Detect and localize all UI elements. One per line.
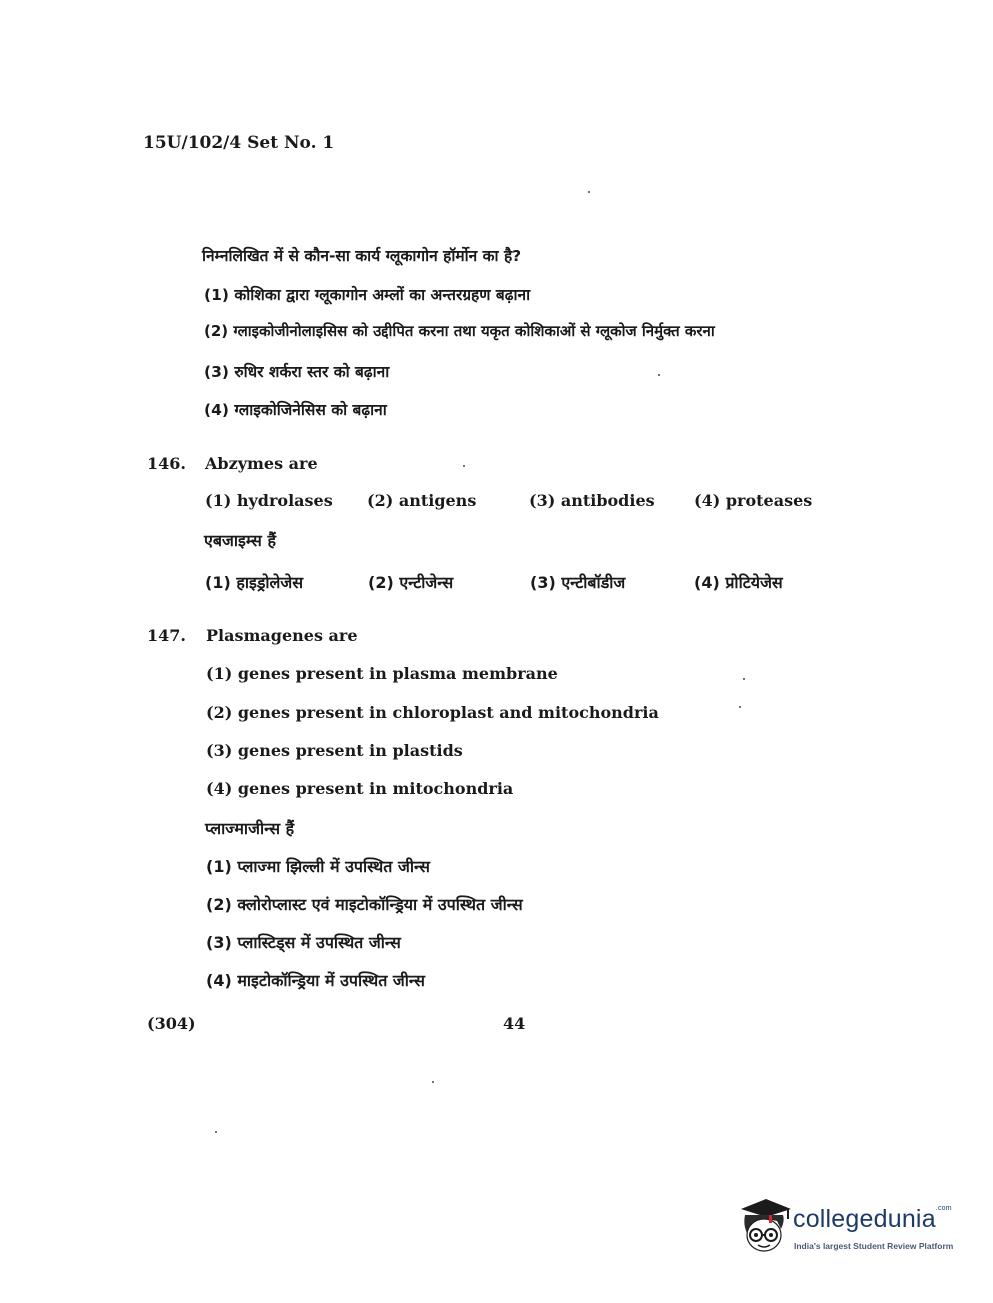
- q146-hindi-option-2: (2) एन्टीजेन्स: [368, 573, 454, 592]
- q145-hindi-option-3: (3) रुधिर शर्करा स्तर को बढ़ाना: [204, 363, 390, 381]
- footer-code: (304): [147, 1014, 196, 1033]
- q147-number: 147.: [147, 626, 186, 645]
- q146-option-4: (4) proteases: [694, 491, 813, 510]
- q147-hindi-option-3: (3) प्लास्टिड्स में उपस्थित जीन्स: [206, 933, 401, 952]
- q147-hindi-option-1: (1) प्लाज्मा झिल्ली में उपस्थित जीन्स: [206, 857, 430, 876]
- scan-speck: [432, 1081, 434, 1083]
- q147-option-2: (2) genes present in chloroplast and mitochondria: [206, 703, 659, 722]
- q147-option-1: (1) genes present in plasma membrane: [206, 664, 558, 683]
- q146-hindi-option-1: (1) हाइड्रोलेजेस: [205, 573, 304, 592]
- scan-speck: [215, 1131, 217, 1133]
- scan-speck: [743, 678, 745, 680]
- paper-code: 15U/102/4 Set No. 1: [143, 133, 335, 153]
- q147-option-4: (4) genes present in mitochondria: [206, 779, 514, 798]
- q146-stem: Abzymes are: [205, 454, 318, 473]
- logo-tagline: India's largest Student Review Platform: [794, 1241, 954, 1251]
- q146-number: 146.: [147, 454, 186, 473]
- q146-hindi-stem: एबजाइम्स हैं: [204, 531, 276, 550]
- page-number: 44: [503, 1014, 526, 1033]
- scan-speck: [739, 706, 741, 708]
- q146-option-1: (1) hydrolases: [205, 491, 333, 510]
- q147-hindi-option-4: (4) माइटोकॉन्ड्रिया में उपस्थित जीन्स: [206, 971, 425, 990]
- q146-option-2: (2) antigens: [367, 491, 477, 510]
- q146-hindi-option-3: (3) एन्टीबॉडीज: [530, 573, 626, 592]
- q147-hindi-stem: प्लाज्माजीन्स हैं: [205, 819, 295, 838]
- q145-hindi-option-4: (4) ग्लाइकोजिनेसिस को बढ़ाना: [204, 401, 387, 419]
- q147-option-3: (3) genes present in plastids: [206, 741, 463, 760]
- q145-hindi-option-2: (2) ग्लाइकोजीनोलाइसिस को उद्दीपित करना तथा यकृत कोशिकाओं से ग्लूकोज निर्मुक्त करना: [204, 322, 715, 340]
- logo-brand-text: collegedunia$^{.com}$: [793, 1205, 952, 1233]
- q145-hindi-option-1: (1) कोशिका द्वारा ग्लूकागोन अम्लों का अन्तरग्रहण बढ़ाना: [204, 286, 531, 304]
- q146-option-3: (3) antibodies: [529, 491, 655, 510]
- mascot-icon: [733, 1195, 795, 1257]
- q147-hindi-option-2: (2) क्लोरोप्लास्ट एवं माइटोकॉन्ड्रिया में उपस्थित जीन्स: [206, 895, 523, 914]
- q145-hindi-stem: निम्नलिखित में से कौन-सा कार्य ग्लूकागोन हॉर्मोन का है?: [202, 247, 522, 265]
- collegedunia-logo: [733, 1195, 963, 1265]
- scan-speck: [463, 465, 465, 467]
- scan-speck: [588, 191, 590, 193]
- scan-speck: [658, 374, 660, 376]
- q147-stem: Plasmagenes are: [206, 626, 358, 645]
- q146-hindi-option-4: (4) प्रोटियेजेस: [694, 573, 783, 592]
